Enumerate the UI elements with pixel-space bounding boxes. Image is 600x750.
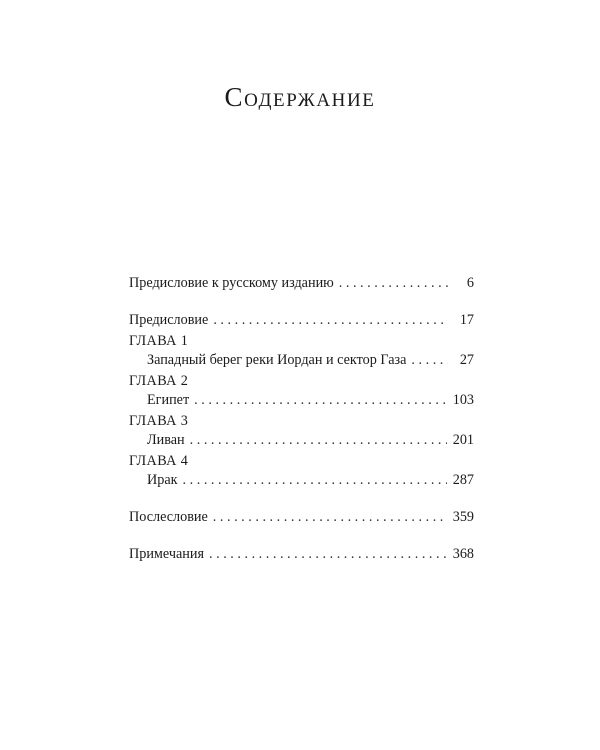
toc-page-number: 368 bbox=[452, 546, 474, 562]
dot-leader bbox=[213, 311, 448, 330]
toc-entry-notes bbox=[129, 545, 474, 564]
toc-entry-chapter-4 bbox=[129, 471, 474, 490]
toc-page-number: 287 bbox=[452, 472, 474, 488]
toc-entry-chapter-2 bbox=[129, 391, 474, 410]
toc-entry-preface bbox=[129, 311, 474, 330]
toc-page-number: 17 bbox=[459, 312, 474, 328]
toc-entry-label: Западный берег реки Иордан и сектор Газа bbox=[147, 352, 407, 368]
dot-leader bbox=[194, 391, 447, 410]
chapter-heading-2: ГЛАВА 2 bbox=[129, 373, 189, 389]
toc-entry-label: Ливан bbox=[147, 432, 185, 448]
toc-page-number: 27 bbox=[459, 352, 474, 368]
toc-entry-label: Предисловие bbox=[129, 312, 209, 328]
page-title: Содержание bbox=[224, 82, 376, 112]
chapter-heading-4: ГЛАВА 4 bbox=[129, 453, 189, 469]
toc-entry-chapter-3 bbox=[129, 431, 474, 450]
toc-entry-label: Примечания bbox=[129, 546, 204, 562]
dot-leader bbox=[183, 471, 447, 490]
toc-entry-afterword bbox=[129, 508, 474, 527]
toc-entry-label: Предисловие к русскому изданию bbox=[129, 275, 334, 291]
chapter-heading-1: ГЛАВА 1 bbox=[129, 333, 189, 349]
toc-entry-label: Египет bbox=[147, 392, 190, 408]
toc-entry-preface-russian bbox=[129, 274, 474, 293]
chapter-heading-3: ГЛАВА 3 bbox=[129, 413, 189, 429]
table-of-contents bbox=[129, 274, 474, 564]
toc-page-number: 103 bbox=[452, 392, 474, 408]
toc-page-number: 359 bbox=[452, 509, 474, 525]
dot-leader bbox=[190, 431, 447, 450]
toc-page-number: 6 bbox=[466, 275, 474, 291]
dot-leader bbox=[411, 351, 448, 370]
toc-entry-chapter-1 bbox=[129, 351, 474, 370]
toc-page-number: 201 bbox=[452, 432, 474, 448]
dot-leader bbox=[209, 545, 447, 564]
dot-leader bbox=[339, 274, 448, 293]
toc-entry-label: Послесловие bbox=[129, 509, 208, 525]
toc-entry-label: Ирак bbox=[147, 472, 178, 488]
dot-leader bbox=[213, 508, 447, 527]
